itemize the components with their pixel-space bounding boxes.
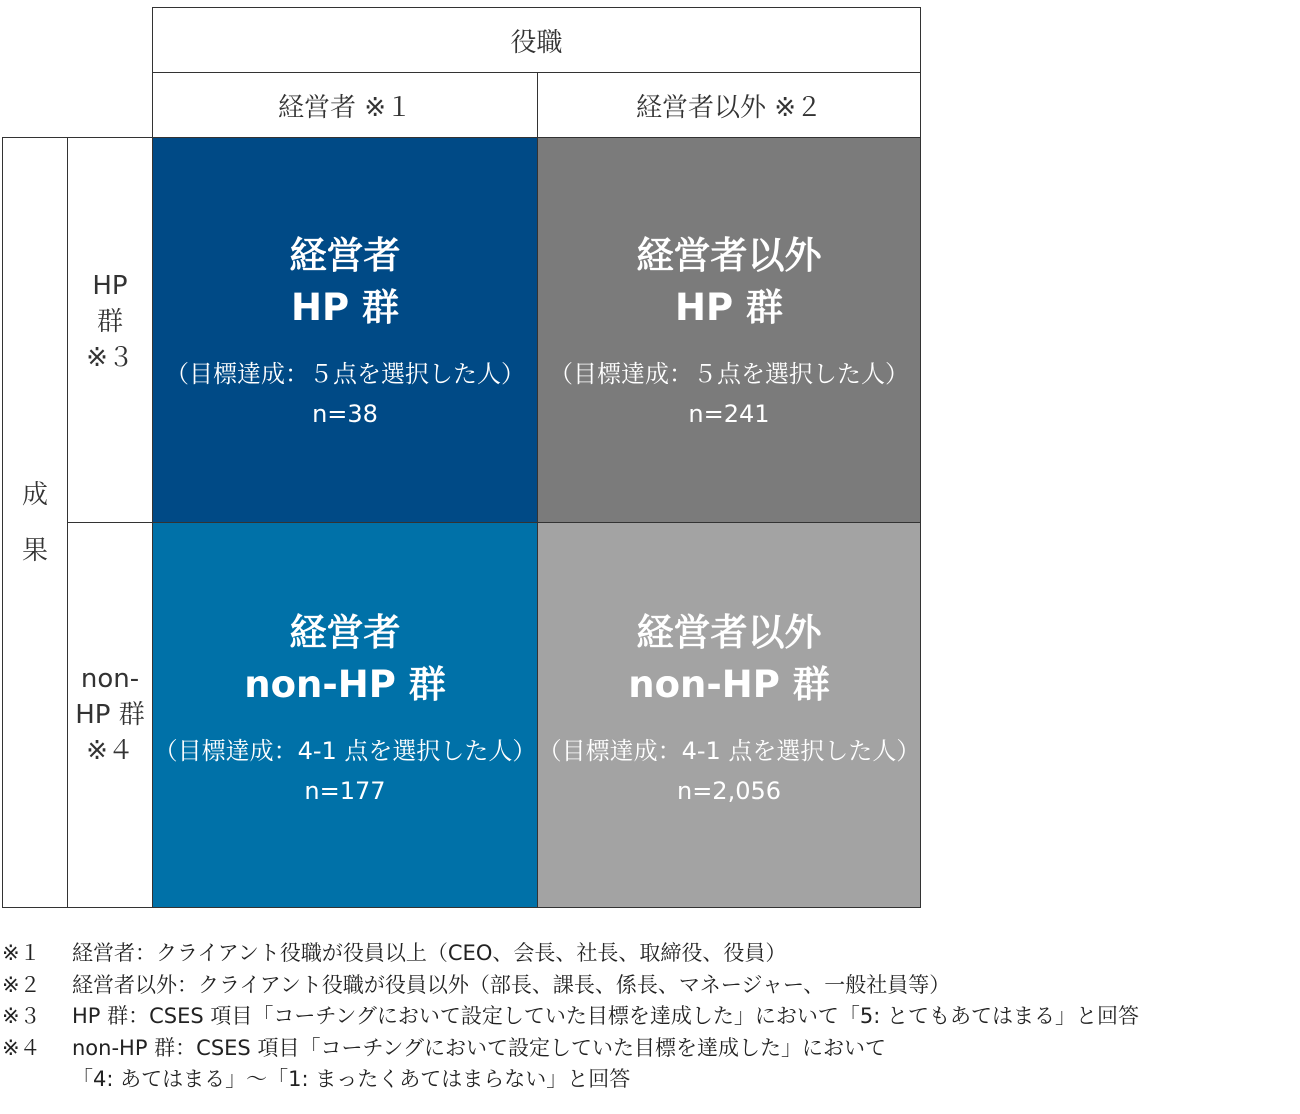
cell-other-non-hp-sub: （目標達成：4-1 点を選択した人） [537, 737, 921, 765]
row1-line1: HP [92, 271, 128, 301]
row1-line2: 群 [96, 307, 123, 337]
row2-line1: non- [80, 664, 140, 694]
footnotes [2, 938, 1139, 1096]
cell-other-non-hp-title2: non-HP 群 [628, 663, 830, 706]
cell-other-hp-sub: （目標達成：５点を選択した人） [549, 360, 909, 388]
footnote-4-mark: ※４ [2, 1035, 41, 1060]
cell-exec-non-hp-n: n=177 [304, 777, 386, 805]
footnote-3 [2, 1001, 1139, 1033]
side-row-hp [67, 137, 153, 523]
side-label-char1: 成 [21, 479, 48, 510]
footnote-2-text: 経営者以外：クライアント役職が役員以外（部長、課長、係長、マネージャー、一般社員等） [72, 972, 951, 997]
row2-line2: HP 群 [75, 700, 145, 730]
cell-exec-hp [152, 137, 538, 523]
cell-other-non-hp-n: n=2,056 [676, 777, 782, 805]
cell-other-non-hp [537, 522, 921, 908]
header-col2-label: 経営者以外 ※２ [635, 92, 823, 123]
header-col1-label: 経営者 ※１ [277, 92, 413, 123]
header-col-executive [152, 72, 538, 138]
footnote-4-continuation [2, 1064, 1139, 1096]
footnote-3-text: HP 群：CSES 項目「コーチングにおいて設定していた目標を達成した」において「5: とてもあてはまる」と回答 [72, 1004, 1140, 1028]
cell-exec-hp-title1: 経営者 [289, 234, 401, 277]
cell-exec-hp-sub: （目標達成：５点を選択した人） [165, 360, 525, 388]
cell-exec-non-hp-title2: non-HP 群 [244, 663, 446, 706]
footnote-2-mark: ※２ [2, 972, 41, 997]
cell-other-non-hp-title1: 経営者以外 [636, 611, 822, 654]
cell-exec-non-hp-sub: （目標達成：4-1 点を選択した人） [153, 737, 537, 765]
footnote-4-text: non-HP 群：CSES 項目「コーチングにおいて設定していた目標を達成した」において [72, 1035, 886, 1060]
row1-line3: ※３ [86, 343, 134, 373]
header-title: 役職 [510, 27, 563, 58]
footnote-1-mark: ※１ [2, 941, 41, 965]
footnote-4-text-line2: 「4: あてはまる」～「1: まったくあてはまらない」と回答 [72, 1067, 631, 1091]
side-outcome-label [2, 137, 68, 908]
cell-exec-non-hp-title1: 経営者 [289, 611, 401, 654]
cell-other-hp-n: n=241 [688, 400, 770, 428]
footnote-1-text: 経営者：クライアント役職が役員以上（CEO、会長、社長、取締役、役員） [72, 941, 787, 965]
cell-exec-hp-n: n=38 [312, 400, 378, 428]
footnote-4 [2, 1033, 1139, 1065]
cell-exec-hp-title2: HP 群 [291, 286, 399, 329]
side-row-non-hp [67, 522, 153, 908]
cell-other-hp-title1: 経営者以外 [636, 234, 822, 277]
cell-other-hp-title2: HP 群 [675, 286, 783, 329]
row2-line3: ※４ [86, 736, 134, 766]
cell-other-hp [537, 137, 921, 523]
footnote-1 [2, 938, 1139, 970]
cell-exec-non-hp [152, 522, 538, 908]
header-col-non-executive [537, 72, 921, 138]
side-label-char2: 果 [21, 535, 48, 566]
footnote-3-mark: ※３ [2, 1004, 41, 1028]
footnote-2 [2, 970, 1139, 1002]
header-role [152, 7, 921, 73]
